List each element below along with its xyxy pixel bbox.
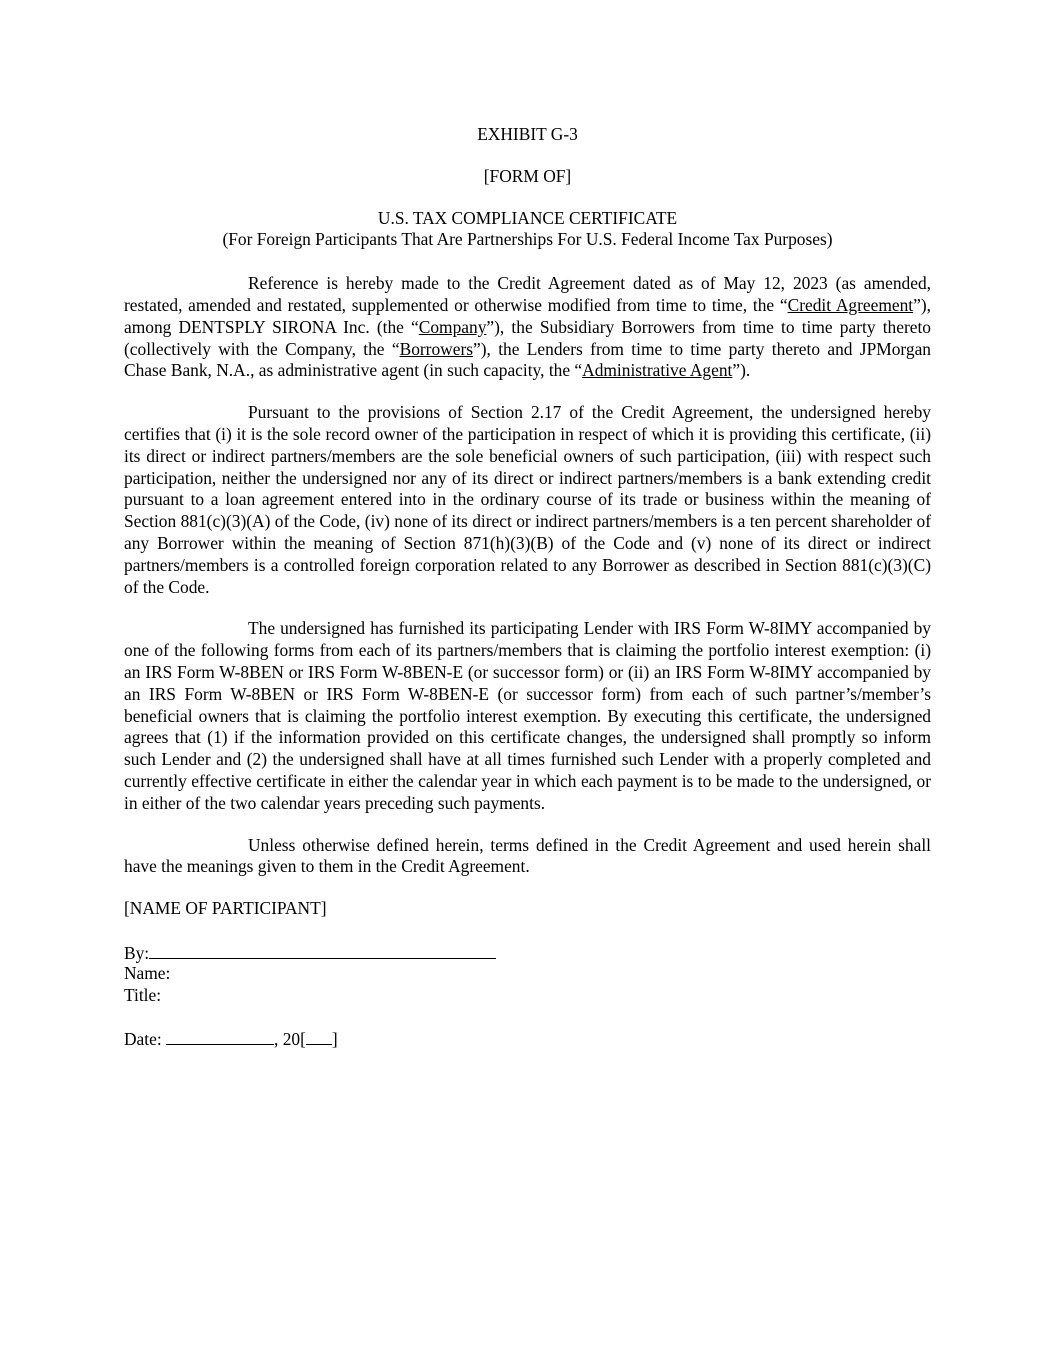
date-field[interactable] (166, 1027, 274, 1045)
year-field[interactable] (306, 1027, 332, 1045)
exhibit-label: EXHIBIT G-3 (477, 124, 578, 144)
by-label: By: (124, 942, 150, 963)
date-year-suffix: ] (331, 1029, 338, 1050)
p1-text-d: ”), the Lenders from time to time party thereto and JPMorgan Chase Bank, N.A., as administrative agent (in such capacity, the “ (124, 338, 931, 381)
p1-text-a: Reference is hereby made to the Credit Agreement dated as of May 12, 2023 (as amended, restated, amended and restated, supplemented or otherwise modified from time to time, the “ (124, 273, 931, 315)
date-year-prefix: , 20[ (274, 1029, 306, 1050)
paragraph-certification: Pursuant to the provisions of Section 2.17 of the Credit Agreement, the undersigned hereby certifies that (i) it is the sole record owner of the participation in respect of which it is providing this certificate, (ii) its direct or indirect partners/members are the sole beneficial owners of such participation, (iii) with respect such participation, neither the undersigned nor any of its direct or indirect partners/members is a bank extending credit pursuant to a loan agreement entered into in the ordinary course of its trade or business within the meaning of Section 881(c)(3)(A) of the Code, (iv) none of its direct or indirect partners/members is a ten percent shareholder of any Borrower within the meaning of Section 871(h)(3)(B) of the Code and (v) none of its direct or indirect partners/members is a controlled foreign corporation related to any Borrower as described in Section 881(c)(3)(C) of the Code. (124, 402, 931, 597)
date-line (124, 1027, 931, 1049)
participant-name-placeholder: [NAME OF PARTICIPANT] (124, 898, 327, 919)
p1-text-b: ”), among DENTSPLY SIRONA Inc. (the “ (124, 294, 931, 337)
title-label: Title: (124, 984, 162, 1005)
certificate-title: U.S. TAX COMPLIANCE CERTIFICATE (377, 207, 678, 228)
defined-term-company: Company (418, 316, 487, 337)
paragraph-reference (124, 273, 931, 382)
form-of-label: [FORM OF] (483, 165, 572, 186)
defined-term-credit-agreement: Credit Agreement (787, 294, 914, 315)
paragraph-definitions: Unless otherwise defined herein, terms defined in the Credit Agreement and used herein shall have the meanings given to them in the Credit Agreement. (124, 834, 931, 877)
certificate-subtitle: (For Foreign Participants That Are Partnerships For U.S. Federal Income Tax Purposes) (222, 229, 833, 250)
defined-term-administrative-agent: Administrative Agent (582, 360, 733, 381)
document-page (124, 124, 931, 1049)
date-label: Date: (124, 1029, 167, 1050)
p1-text-c: ”), the Subsidiary Borrowers from time to time party thereto (collectively with the Company, the “ (124, 316, 931, 359)
paragraph-forms-furnished: The undersigned has furnished its participating Lender with IRS Form W-8IMY accompanied by one of the following forms from each of its partners/members that is claiming the portfolio interest exemption: (i) an IRS Form W-8BEN or IRS Form W-8BEN-E (or successor form) or (ii) an IRS Form W-8IMY accompanied by an IRS Form W-8BEN or IRS Form W-8BEN-E (or successor form) from each of such partner’s/member’s beneficial owners that is claiming the portfolio interest exemption. By executing this certificate, the undersigned agrees that (1) if the information provided on this certificate changes, the undersigned shall promptly so inform such Lender and (2) the undersigned shall have at all times furnished such Lender with a properly completed and currently effective certificate in either the calendar year in which each payment is to be made to the undersigned, or in either of the two calendar years preceding such payments. (124, 618, 931, 813)
name-label: Name: (124, 962, 171, 983)
by-line (124, 941, 931, 963)
by-signature-field[interactable] (149, 941, 496, 959)
signature-block (124, 898, 931, 1049)
p1-text-e: ”). (732, 360, 751, 381)
defined-term-borrowers: Borrowers (399, 338, 474, 359)
